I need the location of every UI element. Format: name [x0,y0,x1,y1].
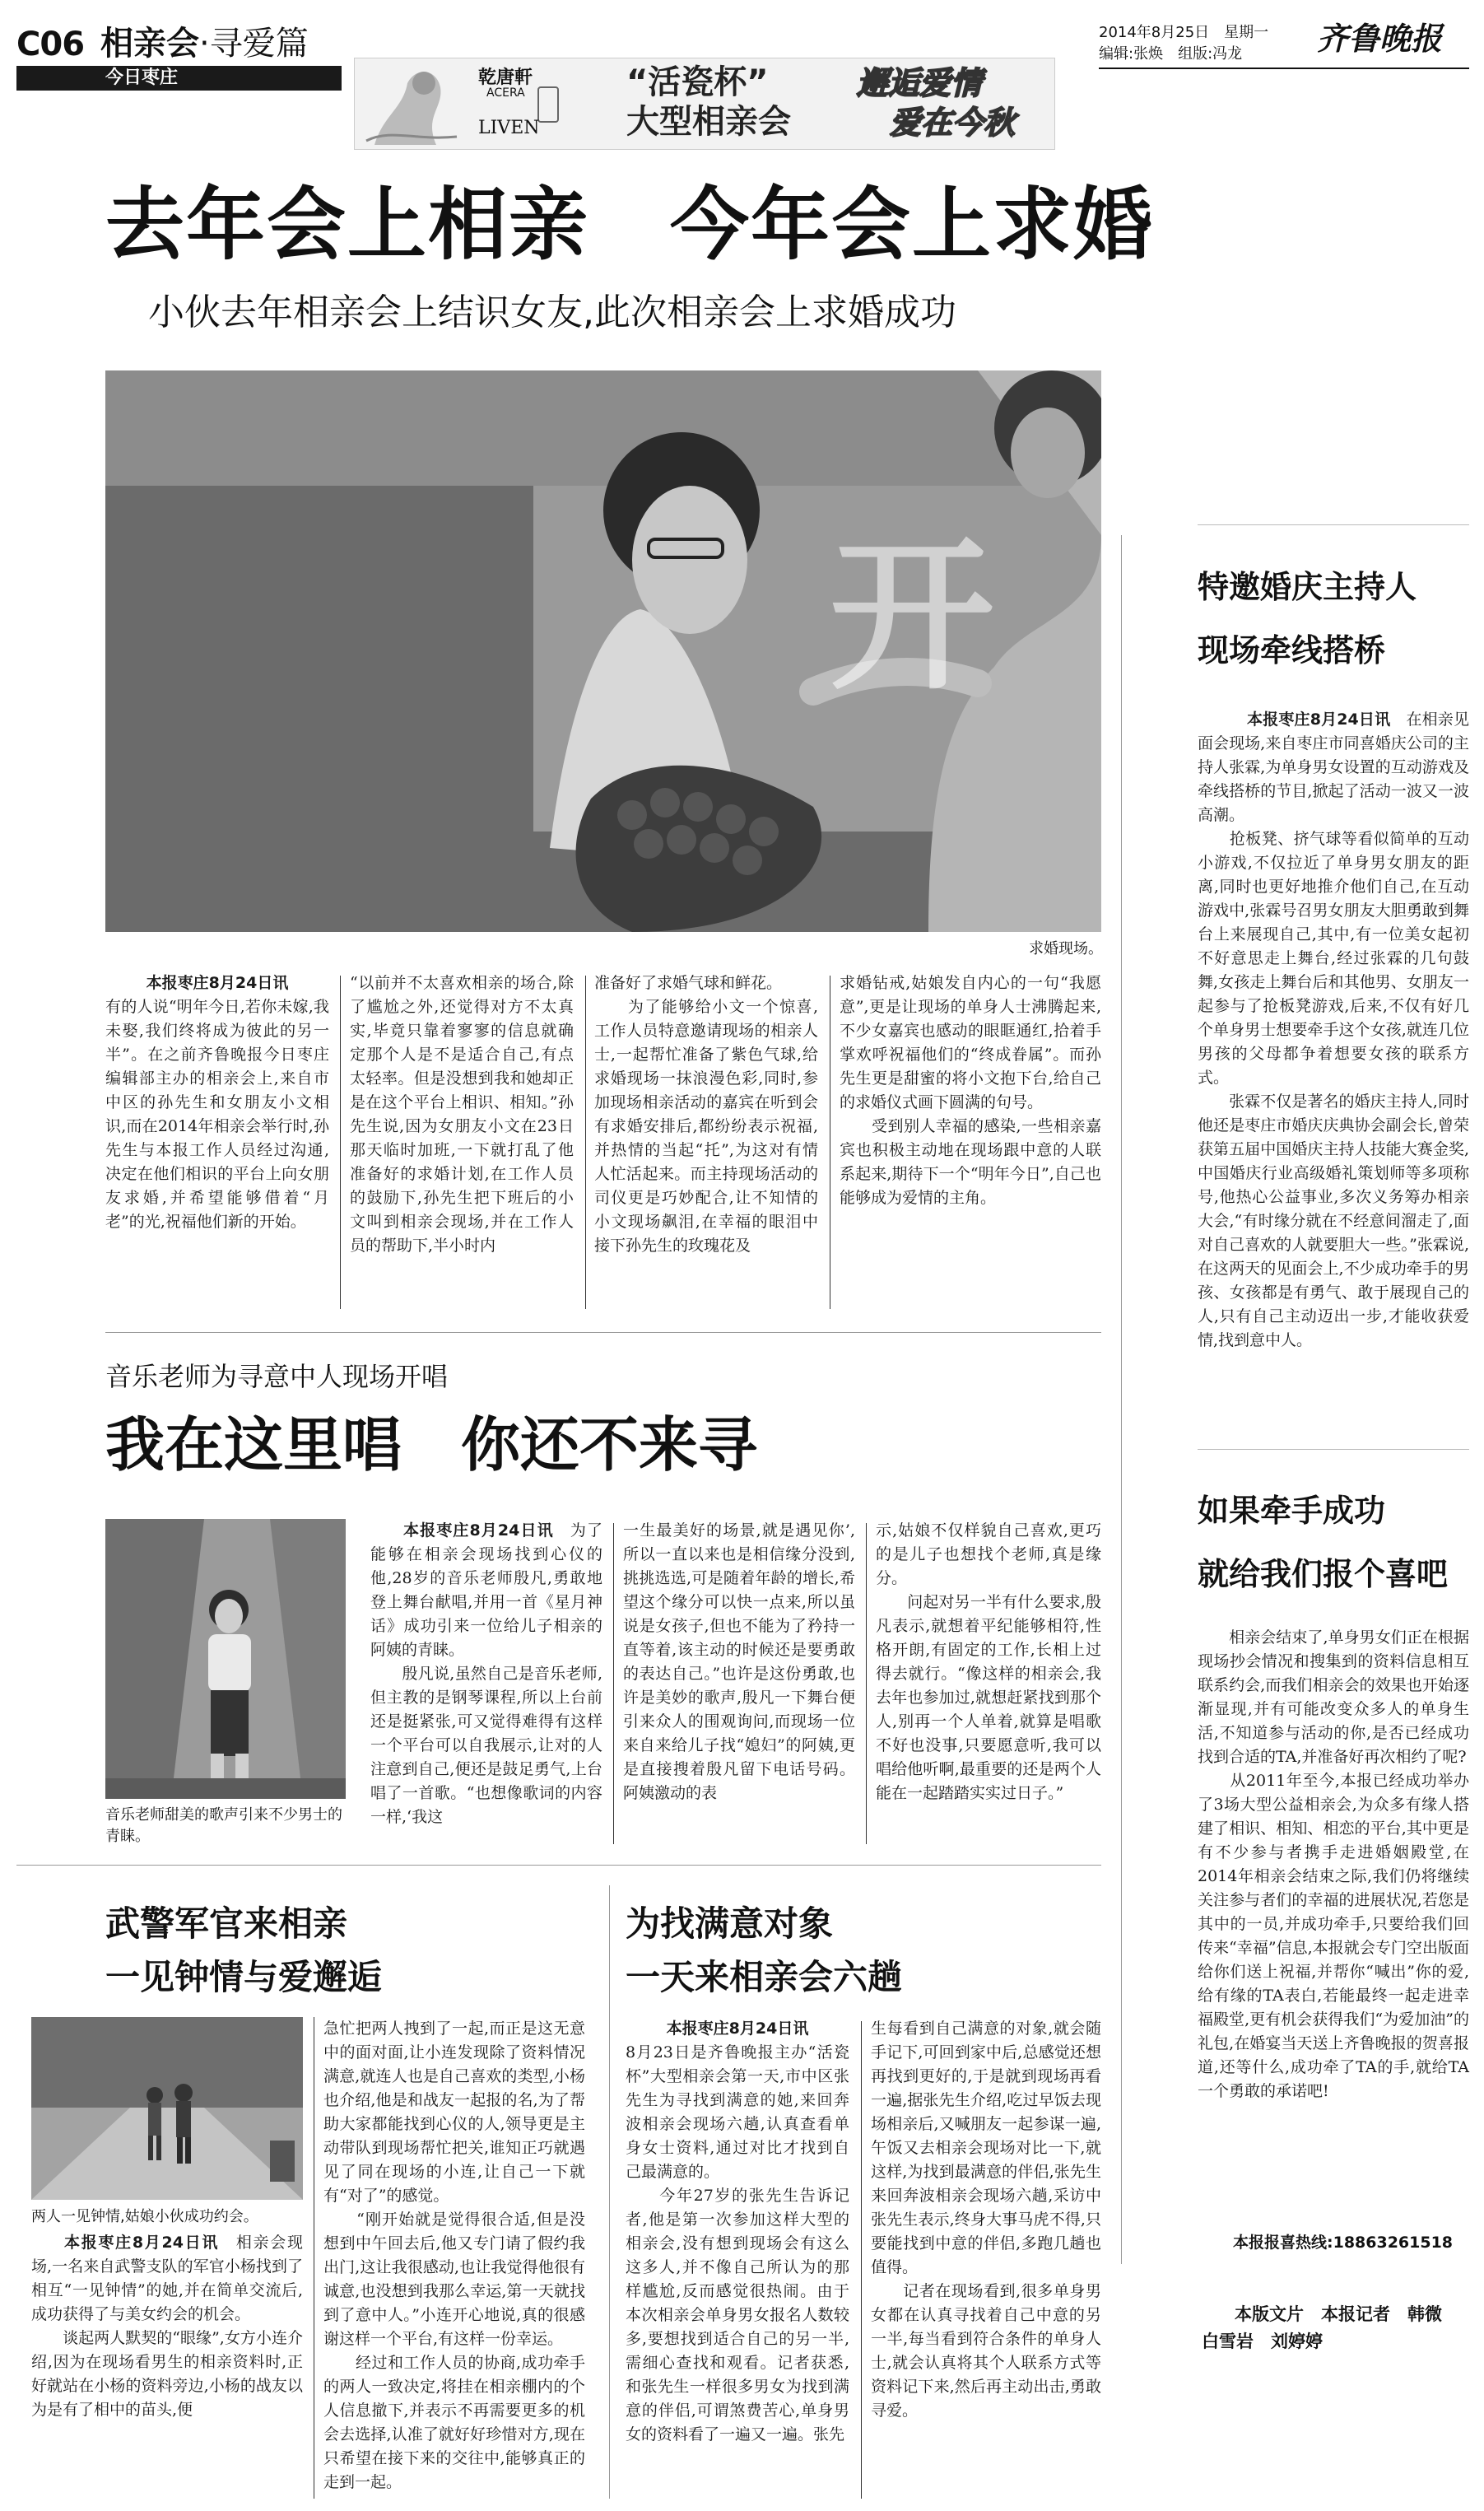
section-subname: ·寻爱篇 [199,25,309,63]
story3-dateline: 本报枣庄8月24日讯 [64,2234,220,2252]
story4-dateline: 本报枣庄8月24日讯 [666,2020,809,2038]
slogan-line2: 爱在今秋 [890,105,1016,141]
section-name: 相亲会 [100,25,199,63]
sidebar1-article [1198,708,1469,1416]
sidebar2-article: 相亲会结束了,单身男女们正在根据现场抄会情况和搜集到的资料信息相互联系约会,而我们相亲会的效果也开始逐渐显现,并有可能改变众多人的单身生活,不知道参与活动的你,是否已经成功找到合适的TA,并准备好再次相约了呢? 从2011年至今,本报已经成功举办了3场大型公益相亲会,为众多有缘人搭建了相识、相知、相恋的平台,其中更是有不少参与者携手走进婚姻殿堂,在2014年相亲会结束之际,我们仍将继续关注参与者们的幸福的进展状况,若您是其中的一员,并成功牵手,只要给我们回传来“幸福”信息,本报就会专门空出版面给你们送上祝福,并帮你“喊出”你的爱,给有缘的TA表白,若能最终一起走进幸福殿堂,更有机会获得我们“为爱加油”的礼包,在婚宴当天送上齐鲁晚报的贺喜报道,还等什么,成功牵了TA的手,就给TA一个勇敢的承诺吧! [1198,1628,1469,2100]
story3-top-rule [16,1865,1101,1866]
sidebar2-title-line2: 就给我们报个喜吧 [1198,1556,1449,1592]
singer-photo [105,1519,346,1799]
main-dateline: 本报枣庄8月24日讯 [146,974,289,992]
column-rule [609,1885,610,2499]
story2-dateline: 本报枣庄8月24日讯 [403,1521,554,1540]
sidebar1-title-line2: 现场牵线搭桥 [1198,632,1386,669]
mermaid-illustration [358,58,465,149]
slogan-line1: 邂逅爱情 [857,65,983,101]
page-number: C06 [16,26,85,63]
story2-col1 [370,1519,602,1848]
sidebar1-dateline: 本报枣庄8月24日讯 [1247,710,1391,729]
issue-date: 2014年8月25日 星期一 [1099,24,1269,41]
section-title [100,25,309,63]
story4-title-line1: 为找满意对象 [626,1903,834,1944]
story4-col1-text: 8月23日是齐鲁晚报主办“活瓷杯”大型相亲会第一天,市中区张先生为寻找到满意的她,来回奔波相亲会现场六趟,认真查看单身女士资料,通过对比才找到自己最满意的。 今年27岁的张先生告诉记者,他是第一次参加这样大型的相亲会,没有想到现场会有这么这多人,并不像自己所认为的那样尴尬,反而感觉很热闹。由于本次相亲会单身男女报名人数较多,要想找到适合自己的另一半,需细心查找和观看。记者获悉,和张先生一样很多男女为找到满意的伴侣,可谓煞费苦心,单身男女的资料看了一遍又一遍。张先 [626,2043,849,2443]
story4-col1 [626,2017,849,2503]
story2-col2: 一生最美好的场景,就是遇见你’,所以一直以来也是相信缘分没到,挑挑选选,可是随着年龄的增长,希望这个缘分可以快一点来,所以虽说是女孩子,但也不能为了矜持一直等着,该主动的时候还是要勇敢的表达自己。”也许是这份勇敢,也许是美妙的歌声,殷凡一下舞台便引来众人的围观询问,而现场一位来自来给儿子找“媳妇”的阿姨,更是直接搜着殷凡留下电话号码。阿姨激动的表 [623,1521,855,1802]
event-name-line2: 大型相亲会 [626,103,791,141]
main-article-col4: 求婚钻戒,姑娘发自内心的一句“我愿意”,更是让现场的单身人士沸腾起来,不少女嘉宾也感动的眼眶通红,拾着手掌欢呼祝福他们的“终成眷属”。而孙先生更是甜蜜的将小文抱下台,给自己的求婚仪式画下圆满的句号。 受到别人幸福的感染,一些相亲嘉宾也积极主动地在现场跟中意的人联系起来,期待下一个“明年今日”,自己也能够成为爱情的主角。 [840,974,1101,1207]
story3-col2: 急忙把两人拽到了一起,而正是这无意中的面对面,让小连发现除了资料情况满意,就连人也是自己喜欢的类型,小杨也介绍,他是和战友一起报的名,为了帮助大家都能找到心仪的人,领导更是主动带队到现场帮忙把关,谁知正巧就遇见了同在现场的小连,让自己一下就有“对了”的感觉。 “刚开始就是觉得很合适,但是没想到中午回去后,他又专门请了假约我出门,这让我很感动,也让我觉得他很有诚意,也没想到我那么幸运,第一天就找到了意中人。”小连开心地说,真的很感谢这样一个平台,有这样一份幸运。 经过和工作人员的协商,成功牵手的两人一致决定,将挂在相亲棚内的个人信息撤下,并表示不再需要更多的机会去选择,认准了就好好珍惜对方,现在只希望在接下来的交往中,能够真正的走到一起。 [323,2020,585,2491]
editor-credits: 编辑:张焕 组版:冯龙 [1099,45,1243,63]
brand-logo-icon [537,86,559,123]
column-rule [585,976,586,1309]
column-rule [866,1523,867,1844]
story2-col3: 示,姑娘不仅样貌自己喜欢,更巧的是儿子也想找个老师,真是缘分。 问起对另一半有什么要求,殷凡表示,就想着平纪能够相符,性格开朗,有固定的工作,长相上过得去就行。“像这样的相亲会,我去年也参加过,就想赶紧找到那个人,别再一个人单着,就算是唱歌不好也没事,只要愿意听,我可以唱给他听啊,最重要的还是两个人能在一起踏踏实实过日子。” [876,1521,1101,1802]
story2-top-rule [105,1332,1101,1333]
edition-bar [16,66,342,91]
brand-en-2: LIVEN [478,118,540,138]
main-article-col3: 准备好了求婚气球和鲜花。 为了能够给小文一个惊喜,工作人员特意邀请现场的相亲人士,一起帮忙准备了紫色气球,给求婚现场一抹浪漫色彩,同时,参加现场相亲活动的嘉宾在听到会有求婚安排后,都纷纷表示祝福,并热情的当起“托”,为这对有情人忙活起来。而主持现场活动的司仪更是巧妙配合,让不知情的小文现场飙泪,在幸福的眼泪中接下孙先生的玫瑰花及 [594,974,818,1255]
column-rule [340,976,341,1309]
story3-title-line2: 一见钟情与爱邂逅 [105,1957,383,1997]
main-col1-text: 有的人说“明年今日,若你未嫁,我未娶,我们终将成为彼此的另一半”。在之前齐鲁晚报今日枣庄编辑部主办的相亲会上,来自市中区的孙先生和女朋友小文相识,而在2014年相亲会举行时,孙先生与本报工作人员经过沟通,决定在他们相识的平台上向女朋友求婚,并希望能够借着“月老”的光,祝福他们新的开始。 [105,998,329,1231]
main-article-col1 [105,971,329,1317]
edition-label: 今日枣庄 [105,68,179,88]
event-name-line1: “活瓷杯” [626,63,769,101]
brand-name: 乾唐軒 [478,67,533,88]
couple-photo [31,2017,303,2200]
main-article-col2: “以前并不太喜欢相亲的场合,除了尴尬之外,还觉得对方不太真实,毕竟只靠着寥寥的信息就确定那个人是不是适合自己,有点太轻率。但是没想到我和她却正是在这个平台上相识、相知。”孙先生说,因为女朋友小文在23日那天临时加班,一下就打乱了他准备好的求婚计划,在工作人员的鼓励下,孙先生把下班后的小文叫到相亲会现场,并在工作人员的帮助下,半小时内 [350,974,574,1255]
page-credits: 本版文片 本报记者 韩微 白雪岩 刘婷婷 [1202,2304,1459,2351]
column-rule [861,2021,862,2499]
event-banner [354,58,1055,150]
proposal-photo-caption: 求婚现场。 [1029,940,1103,957]
sidebar2-hotline: 本报报喜热线:18863261518 [1233,2234,1454,2252]
story3-col1 [31,2231,303,2503]
story3-col1-text: 相亲会现场,一名来自武警支队的军官小杨找到了相互“一见钟情”的她,并在简单交流后,成功获得了与美女约会的机会。 谈起两人默契的“眼缘”,女方小连介绍,因为在现场看男生的相亲资料时,正好就站在小杨的资料旁边,小杨的战友以为是有了相中的苗头,便 [31,2234,303,2419]
photo-backdrop-text: 开 [830,521,995,713]
proposal-photo [105,370,1101,932]
story3-title-line1: 武警军官来相亲 [105,1903,348,1944]
main-subheadline: 小伙去年相亲会上结识女友,此次相亲会上求婚成功 [148,291,956,333]
singer-scene-illustration [105,1519,346,1799]
sidebar1-top-rule [1198,524,1469,525]
sidebar1-title-line1: 特邀婚庆主持人 [1198,569,1417,605]
singer-photo-caption: 音乐老师甜美的歌声引来不少男士的青睐。 [105,1806,342,1845]
sidebar2-title-line1: 如果牵手成功 [1198,1493,1386,1529]
story2-col1-text: 为了能够在相亲会现场找到心仪的他,28岁的音乐老师殷凡,勇敢地登上舞台献唱,并用一首《星月神话》成功引来一位给儿子相亲的阿姨的青睐。 殷凡说,虽然自己是音乐老师,但主教的是钢琴课程,所以上台前还是挺紧张,可又觉得难得有这样一个平台可以自我展示,让对的人注意到自己,便还是鼓足勇气,上台唱了一首歌。“也想像歌词的内容一样,‘我这 [370,1521,602,1826]
story4-title-line2: 一天来相亲会六趟 [626,1957,903,1997]
couple-scene-illustration [31,2017,303,2200]
couple-photo-caption: 两人一见钟情,姑娘小伙成功约会。 [31,2208,258,2225]
story2-kicker: 音乐老师为寻意中人现场开唱 [105,1361,449,1392]
story2-headline: 我在这里唱 你还不来寻 [105,1410,758,1479]
sidebar-divider [1121,535,1122,2264]
story4-col2: 生每看到自己满意的对象,就会随手记下,可回到家中后,总感觉还想再找到更好的,于是就到现场再看一遍,据张先生介绍,吃过早饭去现场相亲后,又喊朋友一起参谋一遍,午饭又去相亲会现场对比一下,就这样,为找到最满意的伴侣,张先生来回奔波相亲会现场六趟,采访中张先生表示,终身大事马虎不得,只要能找到中意的伴侣,多跑几趟也值得。 记者在现场看到,很多单身男女都在认真寻找着自己中意的另一半,每当看到符合条件的单身人士,就会认真将其个人联系方式等资料记下来,然后再主动出击,勇敢寻爱。 [871,2020,1101,2420]
column-rule [613,1523,614,1844]
sidebar2-top-rule [1198,1449,1469,1450]
newspaper-logo: 齐鲁晚报 [1317,20,1443,57]
header-rule [1099,68,1469,69]
brand-en-1: ACERA [486,86,525,100]
main-headline: 去年会上相亲 今年会上求婚 [105,179,1154,271]
sidebar1-text: 在相亲见面会现场,来自枣庄市同喜婚庆公司的主持人张霖,为单身男女设置的互动游戏及牵线搭桥的节目,掀起了活动一波又一波高潮。 抢板凳、挤气球等看似简单的互动小游戏,不仅拉近了单身男女朋友的距离,同时也更好地推介他们自己,在互动游戏中,张霖号召男女朋友大胆勇敢到舞台上来展现自己,其中,有一位美女起初不好意思走上舞台,经过张霖的几句鼓舞,女孩走上舞台后和其他男、女朋友一起参与了抢板凳游戏,后来,不仅有好几个单身男士想要牵手这个女孩,就连几位男孩的父母都争着想要女孩的联系方式。 张霖不仅是著名的婚庆主持人,同时他还是枣庄市婚庆庆典协会副会长,曾荣获第五届中国婚庆主持人技能大赛金奖,中国婚庆行业高级婚礼策划师等多项称号,他热心公益事业,多次义务筹办相亲大会,“有时缘分就在不经意间溜走了,面对自己喜欢的人就要胆大一些。”张霖说,在这两天的见面会上,不少成功牵手的男孩、女孩都是有勇气、敢于展现自己的人,只有自己主动迈出一步,才能收获爱情,找到意中人。 [1198,710,1469,1349]
